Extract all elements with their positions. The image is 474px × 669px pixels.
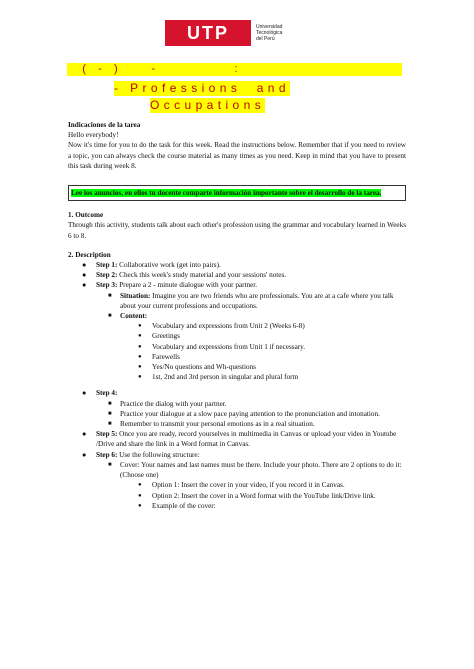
task-heading: Indicaciones de la tarea: [68, 121, 141, 129]
bullet-icon: ●: [138, 323, 142, 330]
description-heading: 2. Description: [68, 250, 111, 259]
logo-sub-line: Tecnológica: [256, 30, 283, 36]
step-5: ● Step 5: Once you are ready, record yourselves in multimedia in Canvas or upload your video in Youtube /Drive and share the link in a Word format in Canvas.: [82, 430, 397, 449]
cover-item: ■ Cover: Your names and last names must be there. Include your photo. There are 2 options to do it: (Choose one): [108, 460, 402, 480]
outcome-heading: 1. Outcome: [68, 211, 104, 220]
square-bullet-icon: ■: [108, 313, 112, 320]
step-4-item: ■ Practice the dialog with your partner.: [108, 399, 227, 408]
step-4-item: ■ Remember to transmit your personal emotions as in a real situation.: [108, 420, 315, 429]
option-item: ● Option 1: Insert the cover in your video, if you record it in Canvas.: [138, 481, 345, 490]
step-3: ● Step 3: Prepare a 2 - minute dialogue with your partner.: [82, 281, 258, 290]
content-subitem: ● Vocabulary and expressions from Unit 1 if necessary.: [138, 342, 306, 351]
bullet-icon: ●: [138, 374, 142, 381]
document-body: [68, 120, 406, 511]
title-line-2: - Professions and: [114, 81, 290, 95]
content-item: ■ Content:: [108, 312, 148, 321]
content-subitem: ● Greetings: [138, 332, 180, 341]
bullet-icon: ●: [82, 450, 87, 459]
bullet-icon: ●: [138, 333, 142, 340]
bullet-icon: ●: [138, 343, 142, 350]
logo-sub-line: del Perú: [256, 36, 275, 42]
square-bullet-icon: ■: [108, 461, 112, 468]
bullet-icon: ●: [138, 502, 142, 509]
square-bullet-icon: ■: [108, 292, 112, 299]
step-4-item: ■ Practice your dialogue at a slow pace paying attention to the pronunciation and intonation.: [108, 409, 380, 418]
bullet-icon: ●: [138, 353, 142, 360]
task-intro: Now it's time for you to do the task for this week. Read the instructions below. Remember that if you need to review a topic, you can always check the course material as many times as you need. Keep in mind that you have to present this task during week 8.: [68, 141, 406, 170]
content-subitem: ● Farewells: [138, 352, 180, 361]
title-line-3: Occupations: [150, 98, 266, 112]
step-6: ● Step 6: Use the following structure:: [82, 450, 200, 459]
bullet-icon: ●: [138, 364, 142, 371]
situation-item: ■ Situation: Imagine you are two friends who are professionals. You are at a cafe where you talk about your current professions and occupations.: [108, 291, 394, 310]
content-subitem: ● 1st, 2nd and 3rd person in singular and plural form: [138, 373, 299, 382]
bullet-icon: ●: [82, 281, 87, 290]
task-greeting: Hello everybody!: [68, 131, 119, 140]
square-bullet-icon: ■: [108, 421, 112, 428]
step-4: ● Step 4:: [82, 389, 118, 398]
option-item: ● Example of the cover:: [138, 501, 216, 510]
bullet-icon: ●: [82, 261, 87, 270]
logo-text: UTP: [187, 22, 229, 43]
notice-box: [68, 185, 406, 201]
utp-logo: [165, 20, 316, 46]
option-item: ● Option 2: Insert the cover in a Word format with the YouTube link/Drive link.: [138, 491, 376, 500]
bullet-icon: ●: [82, 389, 87, 398]
title-line-1: ( - ) - :: [67, 63, 402, 76]
bullet-icon: ●: [138, 482, 142, 489]
bullet-icon: ●: [138, 492, 142, 499]
bullet-icon: ●: [82, 430, 87, 439]
square-bullet-icon: ■: [108, 400, 112, 407]
square-bullet-icon: ■: [108, 410, 112, 417]
content-subitem: ● Vocabulary and expressions from Unit 2 (Weeks 6-8): [138, 322, 305, 331]
logo-subtitle: [256, 24, 316, 42]
step-2: ● Step 2: Check this week's study material and your sessions' notes.: [82, 271, 287, 280]
steps-list: [68, 260, 406, 382]
step-1: ● Step 1: Collaborative work (get into pairs).: [82, 261, 221, 270]
logo-sub-line: Universidad: [256, 24, 283, 30]
content-subitem: ● Yes/No questions and Wh-questions: [138, 363, 256, 372]
notice-text: Lee los anuncios, en ellos tu docente comparte información importante sobre el desarrollo de la tarea.: [71, 189, 382, 198]
outcome-text: Through this activity, students talk about each other's profession using the grammar and vocabulary learned in Weeks 6 to 8.: [68, 221, 406, 240]
steps-list-2: [68, 388, 406, 510]
bullet-icon: ●: [82, 271, 87, 280]
utp-logo-box: [165, 20, 251, 46]
